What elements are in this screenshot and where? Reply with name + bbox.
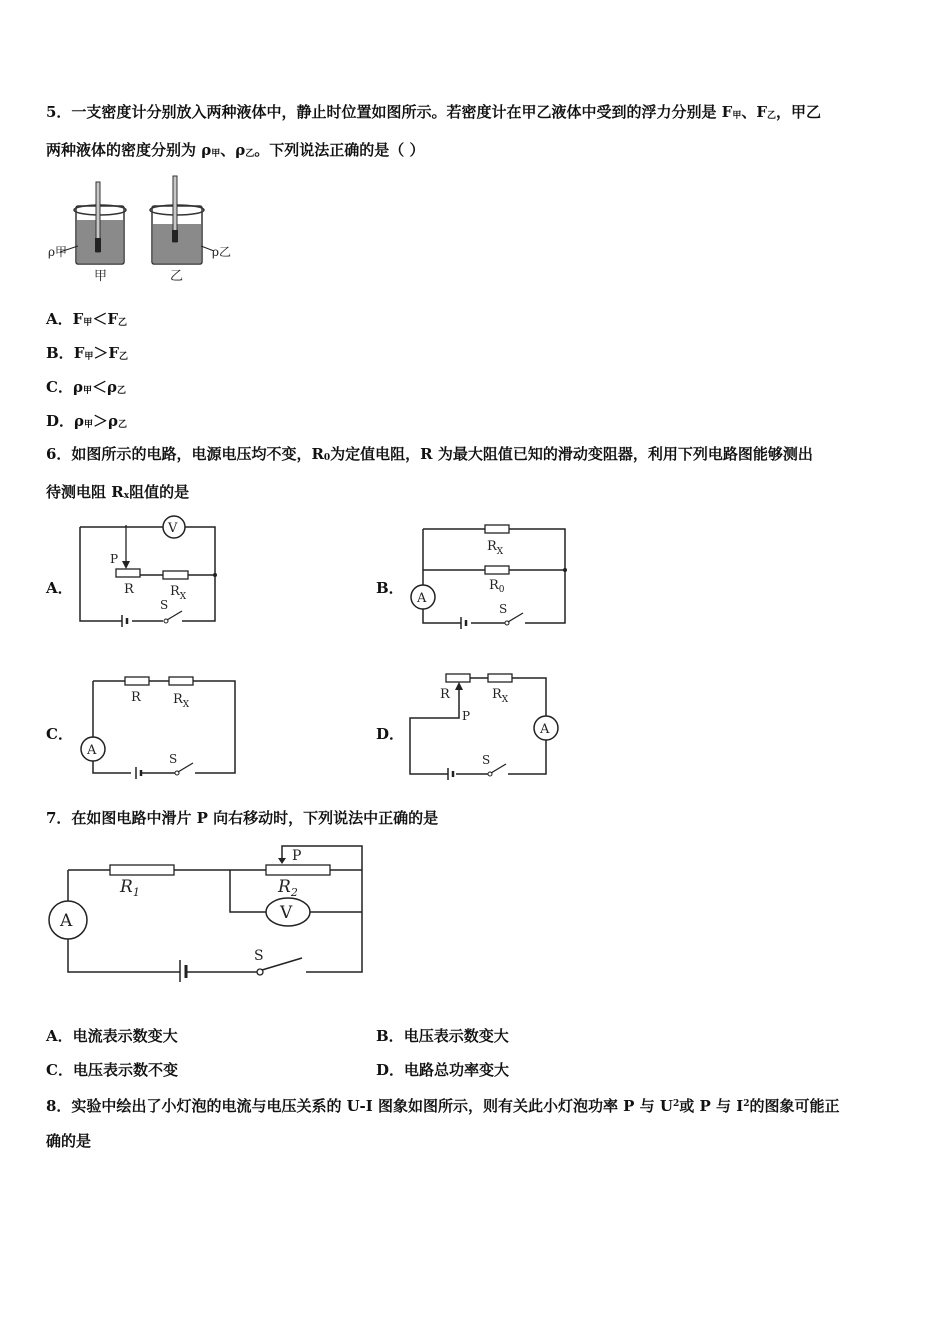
rx-label: $R_X$: [170, 584, 187, 602]
r2-label: $R_2$: [278, 877, 298, 899]
q6-stem-line1: 6．如图所示的电路，电源电压均不变，$R_0$为定值电阻，R 为最大阻值已知的滑动变阻器，利用下列电路图能够测出: [46, 445, 813, 463]
switch-s-label: S: [160, 598, 169, 612]
ammeter-label: A: [60, 911, 73, 931]
switch-s-label: S: [169, 752, 178, 766]
rheostat-label: R: [131, 690, 141, 705]
q5-option-b[interactable]: B．$F_甲>F_乙$: [46, 344, 129, 362]
q7-option-c[interactable]: C．电压表示数不变: [46, 1061, 178, 1079]
beaker-left: [60, 182, 126, 264]
q6-circuit-d: [404, 670, 569, 785]
ammeter-label: A: [87, 743, 97, 758]
q8-stem-line1: 8．实验中绘出了小灯泡的电流与电压关系的 U-I 图象如图所示，则有关此小灯泡功率 P 与 $U^2$或 P 与 $I^2$的图象可能正: [46, 1097, 840, 1115]
slider-p-label: P: [292, 848, 302, 864]
rheostat-label: R: [440, 687, 450, 702]
rx-label: $R_X$: [173, 692, 190, 710]
q7-stem: 7．在如图电路中滑片 P 向右移动时，下列说法中正确的是: [46, 809, 439, 827]
rheostat-label: R: [124, 582, 134, 597]
q7-option-a[interactable]: A．电流表示数变大: [46, 1027, 178, 1045]
q6-option-b-label[interactable]: B．: [376, 579, 404, 597]
slider-p-label: P: [110, 552, 119, 566]
ammeter-label: A: [540, 722, 550, 737]
q5-option-d[interactable]: D．$\rho_甲>\rho_乙$: [46, 412, 128, 430]
yi-label: 乙: [170, 269, 184, 284]
q5-option-c[interactable]: C．$\rho_甲<\rho_乙$: [46, 378, 126, 396]
q6-option-c-label[interactable]: C．: [46, 725, 73, 743]
switch-s-label: S: [254, 948, 264, 964]
rho-yi-label: ρ乙: [212, 245, 232, 259]
q6-option-a-label[interactable]: A．: [46, 579, 73, 597]
rx-label: $R_X$: [492, 687, 509, 705]
q5-stem-line1: 5．一支密度计分别放入两种液体中，静止时位置如图所示。若密度计在甲乙液体中受到的浮力分别是 $F_甲$、$F_乙$，甲乙: [46, 103, 822, 121]
q8-stem-line2: 确的是: [46, 1132, 92, 1150]
q6-stem-line2: 待测电阻 $R_x$阻值的是: [46, 483, 190, 501]
q5-option-a[interactable]: A．$F_甲<F_乙$: [46, 310, 127, 328]
r1-label: $R_1$: [120, 877, 140, 899]
q6-circuit-a: [78, 515, 223, 635]
ammeter-label: A: [417, 591, 427, 606]
q6-circuit-b: [405, 515, 570, 635]
q7-circuit: [44, 840, 369, 982]
slider-p-label: P: [462, 709, 471, 723]
q7-option-b[interactable]: B．电压表示数变大: [376, 1027, 509, 1045]
voltmeter-label: V: [280, 903, 293, 923]
voltmeter-label: V: [168, 521, 178, 536]
q5-hydrometer-figure: [46, 172, 236, 287]
q6-circuit-c: [75, 673, 240, 785]
q7-option-d[interactable]: D．电路总功率变大: [376, 1061, 510, 1079]
r0-label: $R_0$: [489, 578, 505, 595]
jia-label: 甲: [94, 269, 108, 284]
rho-jia-label: ρ甲: [48, 245, 68, 259]
switch-s-label: S: [482, 753, 491, 767]
q5-stem-line2: 两种液体的密度分别为 $\rho_甲$、$\rho_乙$。下列说法正确的是（ ）: [46, 141, 425, 159]
switch-s-label: S: [499, 602, 508, 616]
beaker-right: [150, 176, 214, 264]
q6-option-d-label[interactable]: D．: [376, 725, 405, 743]
rx-label: $R_X$: [487, 539, 504, 557]
